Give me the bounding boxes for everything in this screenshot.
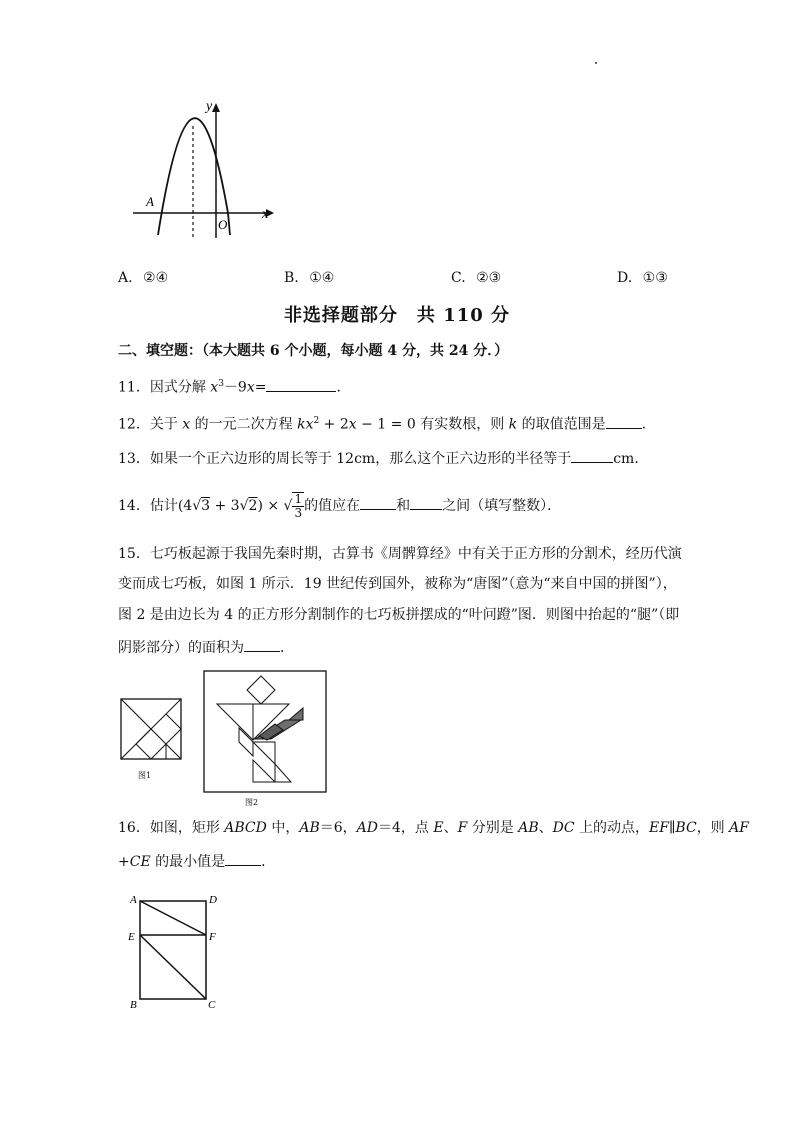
label-a: A [130, 894, 137, 906]
label-b: B [130, 999, 137, 1011]
question-15-line-3: 图 2 是由边长为 4 的正方形分割制作的七巧板拼摆成的“叶问蹬”图．则图中抬起的“腿”（即 [118, 607, 680, 623]
tangram-figure-2 [203, 670, 328, 795]
question-13: 13．如果一个正六边形的周长等于 12cm，那么这个正六边形的半径等于 cm． [118, 448, 648, 469]
option-letter: B. [284, 270, 299, 286]
answer-blank[interactable] [266, 377, 336, 392]
rectangle-abcd-figure [124, 890, 224, 1012]
option-value: ①④ [309, 270, 335, 286]
question-15-line-4: 阴影部分）的面积为 ． [118, 637, 294, 658]
foot-triangle [253, 760, 275, 782]
answer-blank[interactable] [244, 637, 280, 652]
option-b[interactable] [284, 270, 334, 286]
lower-parallelogram [239, 728, 253, 756]
label-d: D [209, 894, 217, 906]
option-letter: D. [617, 270, 633, 286]
section-title: 非选择题部分 共 110 分 [283, 305, 511, 326]
segment-ec [140, 935, 206, 999]
answer-blank[interactable] [410, 495, 442, 510]
lower-triangle [253, 742, 275, 764]
x-label: x [262, 207, 269, 222]
y-label: y [206, 99, 213, 114]
option-c[interactable] [451, 270, 501, 286]
part2-heading: 二、填空题：（本大题共 6 个小题，每小题 4 分，共 24 分．） [118, 343, 509, 359]
question-16-line-2: +CE 的最小值是 ． [118, 851, 275, 872]
answer-blank[interactable] [360, 495, 396, 510]
option-letter: C. [451, 270, 466, 286]
option-value: ②④ [143, 270, 169, 286]
label-f: F [209, 931, 216, 943]
head-square [247, 676, 275, 704]
question-14: 14．估计(4√3 + 3√2) × √ $\frac{1}{3}$ 的值应在 和 之间（填写整数）． [118, 492, 562, 520]
option-value: ②③ [476, 270, 502, 286]
leg-shaded-2 [289, 708, 303, 720]
question-12: 12．关于 x 的一元二次方程 $kx^2 + 2x - 1 = 0$ 有实数根，则 k 的取值范围是 ． [118, 411, 656, 435]
answer-blank[interactable] [606, 414, 642, 429]
point-a-label: A [146, 194, 154, 209]
question-15-line-1: 15．七巧板起源于我国先秦时期，古算书《周髀算经》中有关于正方形的分割术，经历代演 [118, 546, 682, 562]
foot-triangle-2 [275, 764, 291, 782]
option-letter: A. [118, 270, 133, 286]
option-value: ①③ [642, 270, 668, 286]
answer-blank[interactable] [225, 851, 261, 866]
segment-af [140, 901, 206, 935]
y-axis-arrow [212, 103, 220, 112]
answer-blank[interactable] [571, 448, 613, 463]
option-d[interactable] [617, 270, 668, 286]
label-e: E [128, 931, 135, 943]
label-c: C [208, 999, 216, 1011]
tangram-figure-1 [120, 698, 184, 762]
stray-dot [595, 62, 597, 64]
origin-label: O [218, 217, 228, 232]
option-a[interactable] [118, 270, 168, 286]
figure-2-caption: 图2 [245, 798, 259, 807]
figure-1-caption: 图1 [138, 771, 152, 780]
question-15-line-2: 变而成七巧板，如图 1 所示．19 世纪传到国外，被称为“唐图”（意为“来自中国的拼图”）， [118, 576, 677, 592]
question-11: 11．因式分解 $x^3-9x=$ ． [118, 374, 350, 398]
parabola-graph [128, 98, 278, 238]
question-16-line-1: 16．如图，矩形 ABCD 中，AB＝6，AD＝4，点 E、F 分别是 AB、DC 上的动点，EF∥BC，则 AF [118, 820, 749, 836]
